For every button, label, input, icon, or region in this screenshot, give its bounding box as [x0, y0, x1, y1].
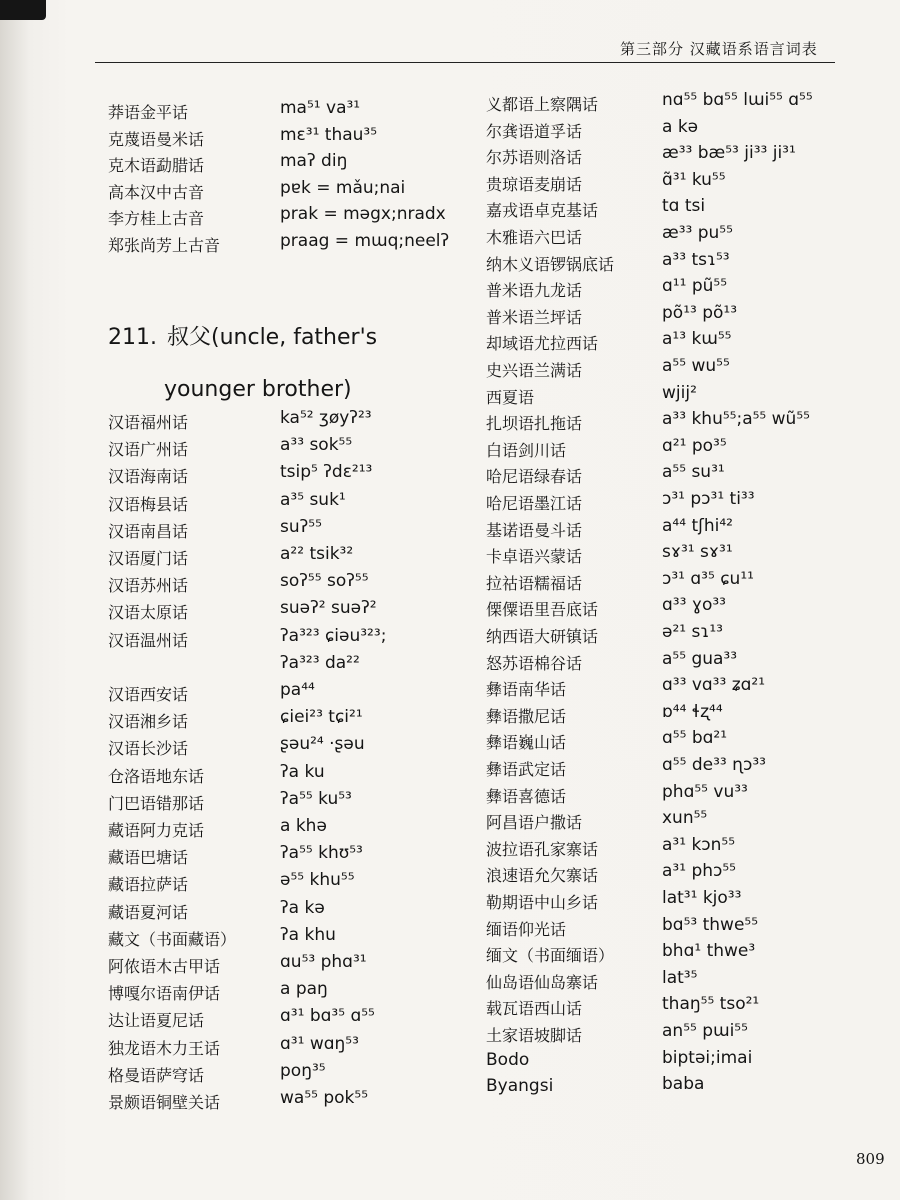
language-name: 波拉语孔家寨话	[486, 839, 599, 859]
language-name: 汉语西安话	[108, 685, 189, 704]
language-name: 哈尼语绿春话	[486, 467, 583, 487]
transcription: phɑ⁵⁵ vu³³	[662, 781, 748, 802]
entry-row	[108, 788, 518, 817]
entry-row	[486, 996, 896, 1022]
entry-number: 211.	[108, 325, 157, 350]
transcription: ʔa³²³ da²²	[280, 652, 360, 673]
entry-row	[108, 100, 518, 126]
entry-row	[486, 1076, 896, 1102]
entry-row	[486, 116, 896, 145]
language-name: 彝语撒尼话	[486, 706, 567, 726]
transcription: a⁵⁵ gua³³	[662, 648, 738, 669]
entry-row	[108, 230, 518, 259]
entry-title-en: (uncle, father's	[211, 325, 378, 350]
entry-heading	[108, 312, 448, 416]
entry-row	[108, 818, 518, 844]
language-name: 仙岛语仙岛寨话	[486, 972, 599, 992]
entry-row	[486, 568, 896, 597]
transcription: bhɑ¹ thwe³	[662, 941, 756, 962]
language-name: 却域语尤拉西话	[486, 334, 599, 354]
language-name: 藏语拉萨话	[108, 875, 189, 895]
transcription: lat³⁵	[662, 967, 698, 988]
transcription: ɑ³¹ bɑ³⁵ ɑ⁵⁵	[280, 1006, 375, 1027]
language-name: 傈僳语里吾底话	[486, 600, 599, 620]
entry-row	[108, 682, 518, 708]
entry-row	[486, 278, 896, 304]
language-name: 博嘎尔语南伊话	[108, 984, 221, 1004]
entry-row	[486, 382, 896, 411]
language-name: 彝语武定话	[486, 760, 567, 779]
transcription: xun⁵⁵	[662, 808, 708, 829]
transcription: a khə	[280, 816, 327, 836]
language-name: 郑张尚芳上古音	[108, 235, 221, 255]
transcription: maʔ diŋ	[280, 151, 348, 171]
language-name: 卡卓语兴蒙话	[486, 547, 583, 567]
entry-row	[108, 410, 518, 436]
transcription: a paŋ	[280, 979, 328, 1000]
language-name: 扎坝语扎拖话	[486, 414, 583, 434]
transcription: a³³ sok⁵⁵	[280, 435, 353, 456]
transcription: baba	[662, 1074, 705, 1095]
language-name: 史兴语兰满话	[486, 361, 583, 380]
entry-row	[108, 1033, 518, 1062]
entry-row	[486, 967, 896, 996]
entry-row	[108, 897, 518, 926]
entry-row	[108, 437, 518, 463]
language-name: 白语剑川话	[486, 440, 567, 460]
language-name: 普米语九龙话	[486, 281, 583, 301]
transcription: ʂəu²⁴ ·ʂəu	[280, 734, 365, 755]
entry-row	[486, 169, 896, 198]
language-name: 汉语南昌话	[108, 521, 189, 541]
entry-row	[486, 515, 896, 544]
entry-row	[108, 1060, 518, 1089]
entry-row	[108, 736, 518, 762]
entry-row	[486, 145, 896, 171]
entry-row	[486, 411, 896, 437]
transcription: a⁵⁵ wu⁵⁵	[662, 356, 730, 376]
entry-row	[486, 1047, 896, 1076]
entry-row	[108, 954, 518, 980]
transcription: soʔ⁵⁵ soʔ⁵⁵	[280, 571, 369, 592]
transcription: pa⁴⁴	[280, 680, 315, 700]
language-name: 彝语巍山话	[486, 733, 567, 753]
transcription: ma⁵¹ va³¹	[280, 98, 361, 118]
entry-row	[486, 464, 896, 490]
transcription: ɑ⁵⁵ de³³ ɳɔ³³	[662, 755, 766, 775]
language-name: 格曼语萨穹话	[108, 1065, 205, 1085]
entry-row	[108, 124, 518, 153]
language-name: 景颇语铜壁关话	[108, 1093, 221, 1112]
entry-row	[486, 834, 896, 863]
transcription: æ³³ pu⁵⁵	[662, 223, 733, 243]
entry-row	[108, 709, 518, 735]
entry-row	[108, 177, 518, 206]
entry-row	[486, 757, 896, 783]
transcription: ɑ³¹ wɑŋ⁵³	[280, 1033, 359, 1054]
transcription: põ¹³ põ¹³	[662, 302, 738, 323]
entry-row	[108, 981, 518, 1007]
language-name: 尔苏语则洛话	[486, 148, 583, 168]
language-name: 勒期语中山乡话	[486, 893, 599, 912]
entry-row	[486, 890, 896, 916]
entry-row	[108, 600, 518, 626]
transcription: ʔa³²³ ɕiəu³²³;	[280, 625, 387, 646]
entry-row	[108, 516, 518, 545]
transcription: a¹³ kɯ⁵⁵	[662, 329, 732, 350]
entry-row	[108, 464, 518, 490]
entry-row	[486, 730, 896, 756]
binding-shadow	[0, 0, 46, 20]
language-name: 克蔑语曼米话	[108, 129, 205, 149]
language-name: 阿侬语木古甲话	[108, 957, 221, 976]
entry-title-zh: 叔父	[166, 325, 211, 350]
entry-row	[486, 358, 896, 384]
language-name: 仓洛语地东话	[108, 766, 205, 786]
transcription: ɑ⁵⁵ bɑ²¹	[662, 728, 728, 749]
entry-row	[486, 491, 896, 517]
transcription: pɐk = mǎu;nai	[280, 177, 406, 198]
transcription: wjij²	[662, 382, 697, 403]
language-name: 缅语仰光话	[486, 919, 567, 939]
transcription: lat³¹ kjo³³	[662, 888, 742, 908]
language-name: 普米语兰坪话	[486, 307, 583, 327]
transcription: ʔa⁵⁵ khʊ⁵³	[280, 843, 363, 864]
entry-row	[486, 648, 896, 677]
transcription: ɑ̃³¹ ku⁵⁵	[662, 169, 726, 190]
language-name: Byangsi	[486, 1076, 554, 1097]
transcription: ɑu⁵³ phɑ³¹	[280, 952, 367, 972]
entry-row	[486, 331, 896, 357]
entry-row	[486, 863, 896, 889]
transcription: sɤ³¹ sɤ³¹	[662, 542, 733, 563]
language-name: 基诺语曼斗话	[486, 520, 583, 540]
transcription: ka⁵² ʒøyʔ²³	[280, 408, 372, 428]
language-name: Bodo	[486, 1049, 530, 1070]
entry-row	[486, 92, 896, 118]
transcription: ɔ³¹ pɔ³¹ ti³³	[662, 489, 755, 509]
transcription: a⁵⁵ su³¹	[662, 462, 725, 483]
transcription: ɒ⁴⁴ ɬʐ⁴⁴	[662, 701, 723, 722]
entry-row	[108, 153, 518, 179]
transcription: a³¹ phɔ⁵⁵	[662, 861, 736, 882]
transcription: ə⁵⁵ khu⁵⁵	[280, 870, 355, 891]
language-name: 汉语广州话	[108, 440, 189, 460]
transcription: ʔa ku	[280, 761, 325, 782]
transcription: ɕiei²³ tɕi²¹	[280, 707, 363, 728]
transcription: a²² tsik³²	[280, 544, 354, 564]
language-name: 嘉戎语卓克基话	[486, 201, 599, 221]
language-name: 怒苏语棉谷话	[486, 653, 583, 673]
entry-row	[108, 1090, 518, 1116]
language-name: 汉语厦门话	[108, 549, 189, 568]
page-number: 809	[856, 1150, 885, 1168]
entry-row	[486, 943, 896, 969]
language-name: 贵琼语麦崩话	[486, 174, 583, 194]
language-name: 克木语勐腊话	[108, 156, 205, 175]
language-name: 载瓦语西山话	[486, 999, 583, 1019]
transcription: suʔ⁵⁵	[280, 516, 322, 537]
language-name: 藏语夏河话	[108, 902, 189, 922]
language-name: 浪速语允欠寨话	[486, 866, 599, 886]
language-name: 木雅语六巴话	[486, 228, 583, 247]
transcription: a³³ tsɿ⁵³	[662, 249, 730, 270]
transcription: thaŋ⁵⁵ tso²¹	[662, 994, 760, 1015]
entry-row	[486, 701, 896, 730]
transcription: ɑ¹¹ pũ⁵⁵	[662, 276, 728, 297]
language-name: 哈尼语墨江话	[486, 494, 583, 513]
transcription: biptəi;imai	[662, 1047, 753, 1068]
transcription: æ³³ bæ⁵³ ji³³ ji³¹	[662, 143, 796, 164]
entry-row	[486, 198, 896, 224]
entry-row	[486, 810, 896, 836]
language-name: 义都语上察隅话	[486, 95, 599, 114]
entry-row	[108, 625, 518, 654]
language-name: 彝语南华话	[486, 680, 567, 700]
entry-row	[486, 435, 896, 464]
entry-row	[108, 845, 518, 871]
entry-row	[486, 302, 896, 331]
language-name: 阿昌语户撒话	[486, 813, 583, 833]
transcription: a⁴⁴ tʃhi⁴²	[662, 515, 733, 536]
language-name: 汉语太原话	[108, 603, 189, 623]
language-name: 缅文（书面缅语）	[486, 946, 615, 966]
transcription: ɑ³³ ɣo³³	[662, 595, 726, 616]
language-name: 高本汉中古音	[108, 182, 205, 202]
transcription: a³¹ kɔn⁵⁵	[662, 834, 736, 855]
language-name: 纳西语大研镇话	[486, 627, 599, 646]
running-head: 第三部分 汉藏语系语言词表	[620, 40, 818, 58]
transcription: tɑ tsi	[662, 196, 706, 217]
transcription: an⁵⁵ pɯi⁵⁵	[662, 1021, 748, 1041]
entry-row	[486, 624, 896, 650]
transcription: ɑ²¹ po³⁵	[662, 435, 727, 456]
entry-title-en-continued: younger brother)	[164, 377, 352, 402]
language-name: 拉祜语糯福话	[486, 573, 583, 593]
transcription: bɑ⁵³ thwe⁵⁵	[662, 914, 759, 935]
entry-row	[108, 1008, 518, 1034]
language-name: 汉语梅县话	[108, 494, 189, 514]
language-name: 达让语夏尼话	[108, 1011, 205, 1031]
entry-row	[108, 652, 518, 681]
language-name: 藏语阿力克话	[108, 821, 205, 840]
entry-row	[108, 546, 518, 572]
language-name: 汉语海南话	[108, 467, 189, 487]
transcription: ɔ³¹ ɑ³⁵ ɕu¹¹	[662, 568, 754, 589]
language-name: 汉语温州话	[108, 630, 189, 650]
language-name: 彝语喜德话	[486, 786, 567, 806]
language-name: 汉语苏州话	[108, 576, 189, 596]
language-name: 莽语金平话	[108, 103, 189, 122]
transcription: prak = məgx;nradx	[280, 204, 446, 224]
entry-row	[108, 872, 518, 898]
transcription: poŋ³⁵	[280, 1060, 326, 1081]
entry-row	[108, 924, 518, 953]
language-name: 独龙语木力王话	[108, 1038, 221, 1058]
entry-row	[486, 544, 896, 570]
language-name: 汉语湘乡话	[108, 712, 189, 732]
entry-row	[486, 781, 896, 810]
entry-row	[486, 225, 896, 251]
transcription: suəʔ² suəʔ²	[280, 598, 377, 619]
transcription: nɑ⁵⁵ bɑ⁵⁵ lɯi⁵⁵ ɑ⁵⁵	[662, 90, 813, 110]
language-name: 门巴语错那话	[108, 793, 205, 813]
language-name: 纳木义语锣锅底话	[486, 254, 615, 274]
header-rule	[95, 62, 835, 63]
entry-row	[108, 573, 518, 599]
entry-row	[108, 489, 518, 518]
entry-row	[486, 249, 896, 278]
language-name: 尔龚语道孚话	[486, 121, 583, 141]
transcription: tsip⁵ ʔdɛ²¹³	[280, 462, 373, 483]
entry-row	[486, 914, 896, 943]
transcription: ʔa kə	[280, 897, 325, 918]
language-name: 藏语巴塘话	[108, 848, 189, 868]
entry-row	[486, 1023, 896, 1049]
entry-row	[486, 597, 896, 623]
language-name: 汉语福州话	[108, 413, 189, 432]
transcription: a³⁵ suk¹	[280, 489, 346, 510]
transcription: ʔa⁵⁵ ku⁵³	[280, 788, 352, 809]
language-name: 藏文（书面藏语）	[108, 929, 237, 949]
transcription: wa⁵⁵ pok⁵⁵	[280, 1088, 369, 1108]
transcription: ə²¹ sɿ¹³	[662, 622, 723, 642]
transcription: ɑ³³ vɑ³³ ʑɑ²¹	[662, 675, 766, 696]
transcription: a³³ khu⁵⁵;a⁵⁵ wũ⁵⁵	[662, 409, 810, 430]
language-name: 土家语坡脚话	[486, 1026, 583, 1045]
transcription: praag = mɯq;neelʔ	[280, 230, 450, 251]
language-name: 汉语长沙话	[108, 739, 189, 759]
entry-row	[108, 206, 518, 232]
language-name: 西夏语	[486, 387, 535, 407]
language-name: 李方桂上古音	[108, 209, 205, 228]
entry-row	[108, 761, 518, 790]
transcription: a kə	[662, 116, 699, 137]
transcription: ʔa khu	[280, 924, 336, 945]
entry-row	[486, 677, 896, 703]
transcription: mɛ³¹ thau³⁵	[280, 124, 378, 145]
